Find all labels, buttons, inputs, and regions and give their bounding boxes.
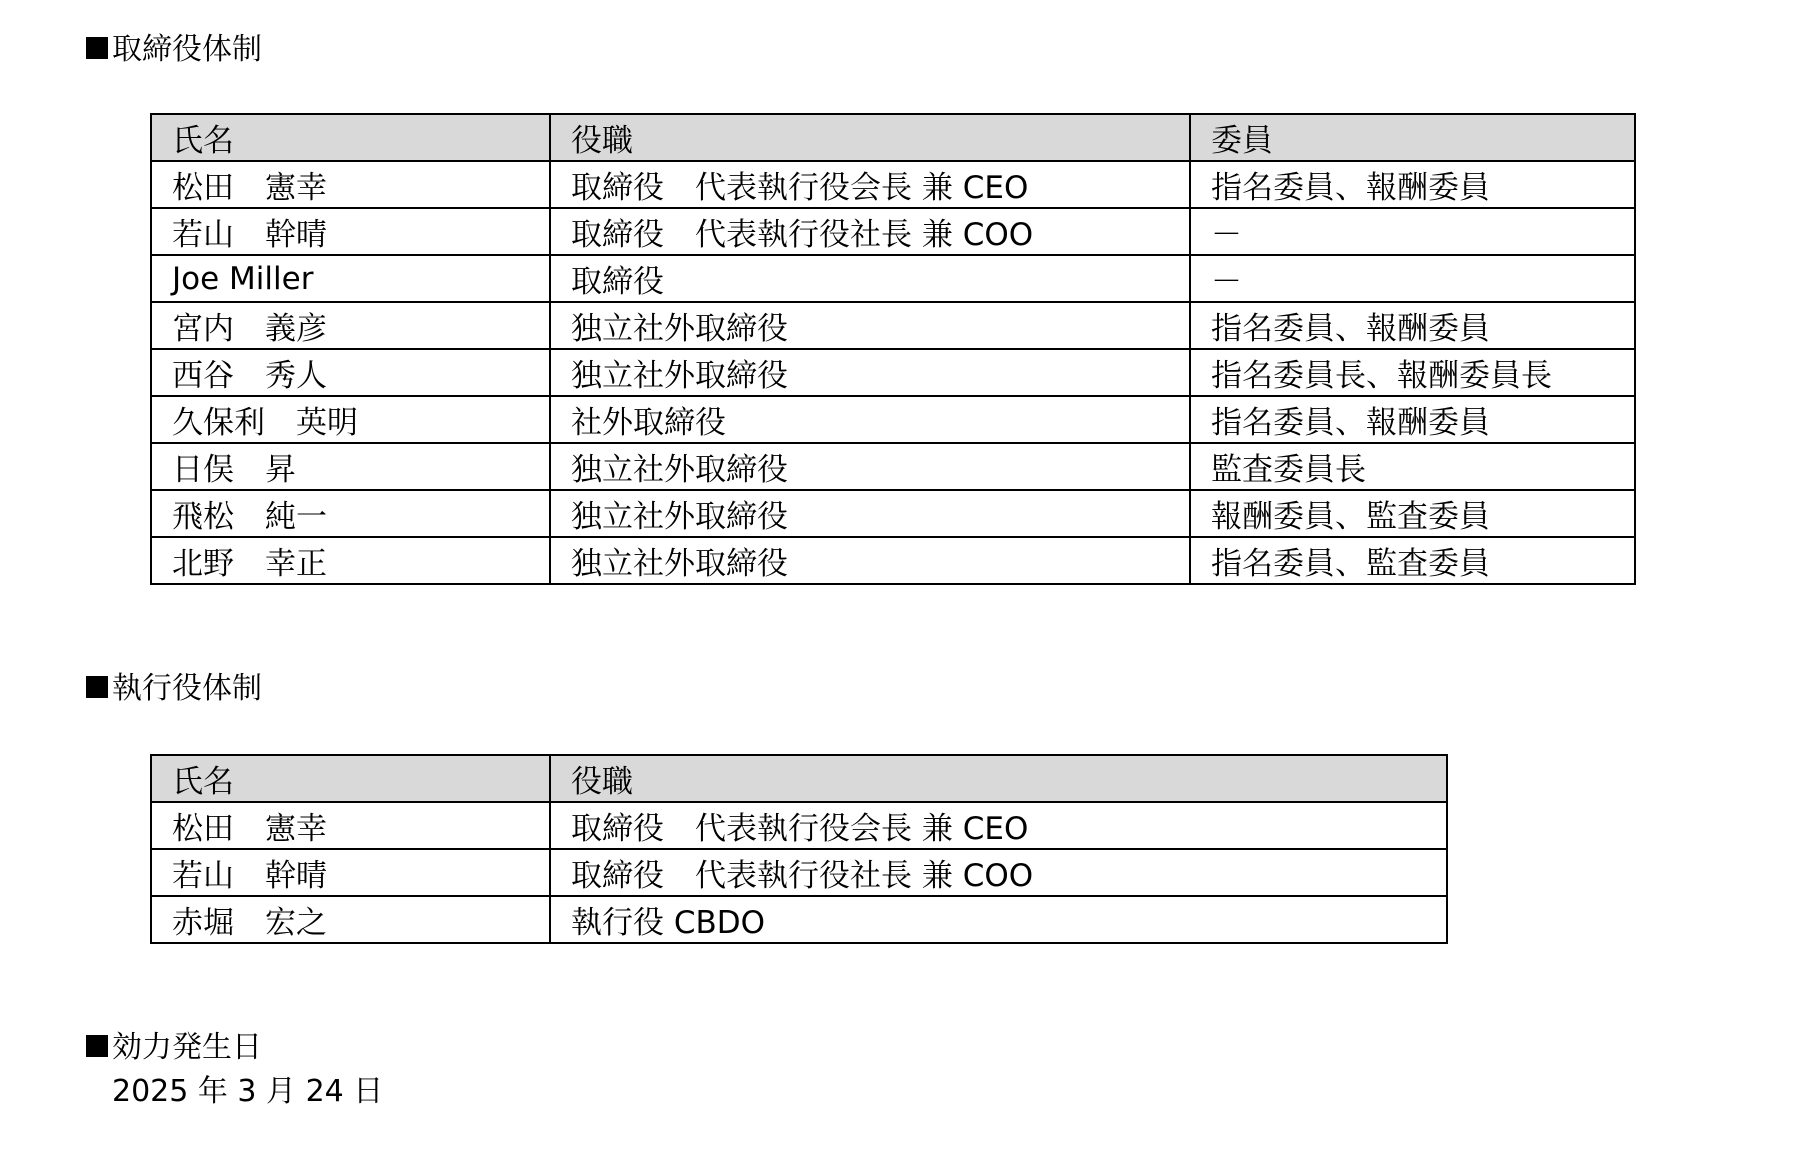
position-cell: 独立社外取締役 (550, 349, 1190, 396)
table-row (151, 208, 1635, 255)
effective-section-heading (86, 1028, 262, 1068)
committee-cell: 指名委員、報酬委員 (1190, 302, 1635, 349)
board-header-row (151, 114, 1635, 161)
name-cell: 松田 憲幸 (151, 802, 550, 849)
position-cell: 取締役 代表執行役会長 兼 CEO (550, 161, 1190, 208)
table-row (151, 349, 1635, 396)
committee-cell: 指名委員、報酬委員 (1190, 396, 1635, 443)
table-row (151, 396, 1635, 443)
name-cell: 松田 憲幸 (151, 161, 550, 208)
column-header-name: 氏名 (151, 114, 550, 161)
table-row (151, 802, 1447, 849)
table-row (151, 255, 1635, 302)
position-cell: 取締役 代表執行役社長 兼 COO (550, 849, 1447, 896)
name-cell: 西谷 秀人 (151, 349, 550, 396)
name-cell: 久保利 英明 (151, 396, 550, 443)
executives-heading-text: 執行役体制 (112, 671, 262, 706)
column-header-position: 役職 (550, 755, 1447, 802)
committee-cell: 報酬委員、監査委員 (1190, 490, 1635, 537)
square-bullet-icon (86, 1035, 108, 1057)
square-bullet-icon (86, 37, 108, 59)
position-cell: 独立社外取締役 (550, 443, 1190, 490)
position-cell: 執行役 CBDO (550, 896, 1447, 943)
table-row (151, 896, 1447, 943)
position-cell: 取締役 代表執行役社長 兼 COO (550, 208, 1190, 255)
name-cell: 宮内 義彦 (151, 302, 550, 349)
board-heading-text: 取締役体制 (112, 32, 262, 67)
table-row (151, 302, 1635, 349)
effective-heading-text: 効力発生日 (112, 1030, 262, 1065)
board-section-heading (86, 30, 262, 70)
column-header-committee: 委員 (1190, 114, 1635, 161)
square-bullet-icon (86, 676, 108, 698)
executives-table (150, 754, 1448, 944)
name-cell: 若山 幹晴 (151, 849, 550, 896)
executives-section-heading (86, 669, 262, 709)
table-row (151, 849, 1447, 896)
committee-cell: 監査委員長 (1190, 443, 1635, 490)
effective-date: 2025 年 3 月 24 日 (112, 1074, 384, 1109)
position-cell: 取締役 代表執行役会長 兼 CEO (550, 802, 1447, 849)
position-cell: 社外取締役 (550, 396, 1190, 443)
column-header-name: 氏名 (151, 755, 550, 802)
committee-cell: 指名委員、監査委員 (1190, 537, 1635, 584)
board-table (150, 113, 1636, 585)
column-header-position: 役職 (550, 114, 1190, 161)
name-cell: 日俣 昇 (151, 443, 550, 490)
position-cell: 独立社外取締役 (550, 302, 1190, 349)
table-row (151, 161, 1635, 208)
table-row (151, 537, 1635, 584)
table-row (151, 443, 1635, 490)
executives-header-row (151, 755, 1447, 802)
name-cell: 北野 幸正 (151, 537, 550, 584)
committee-cell: 指名委員、報酬委員 (1190, 161, 1635, 208)
committee-cell: 指名委員長、報酬委員長 (1190, 349, 1635, 396)
table-row (151, 490, 1635, 537)
position-cell: 独立社外取締役 (550, 537, 1190, 584)
name-cell: 若山 幹晴 (151, 208, 550, 255)
name-cell: 赤堀 宏之 (151, 896, 550, 943)
name-cell: Joe Miller (151, 255, 550, 302)
committee-cell: － (1190, 255, 1635, 302)
position-cell: 取締役 (550, 255, 1190, 302)
position-cell: 独立社外取締役 (550, 490, 1190, 537)
committee-cell: － (1190, 208, 1635, 255)
name-cell: 飛松 純一 (151, 490, 550, 537)
